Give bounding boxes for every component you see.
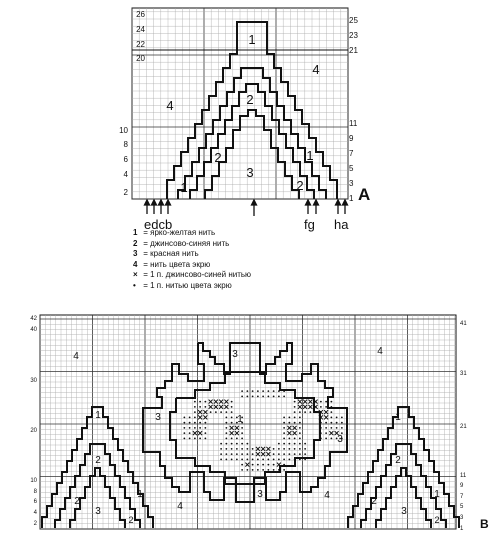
- dot-stitch-mark: [325, 432, 327, 434]
- dot-stitch-mark: [189, 437, 191, 439]
- dot-stitch-mark: [304, 458, 306, 460]
- dot-stitch-mark: [231, 422, 233, 424]
- dot-stitch-mark: [288, 448, 290, 450]
- dot-stitch-mark: [267, 395, 269, 397]
- dot-stitch-mark: [299, 416, 301, 418]
- dot-stitch-mark: [262, 395, 264, 397]
- legend-key: •: [133, 280, 136, 290]
- chart-b-zone-label-small: 2: [434, 515, 440, 525]
- dot-stitch-mark: [257, 469, 259, 471]
- chart-a-zone-label: 1: [248, 32, 256, 47]
- chart-b-zone-label: 4: [324, 490, 330, 501]
- dot-stitch-mark: [262, 469, 264, 471]
- dot-stitch-mark: [194, 406, 196, 408]
- chart-b-zone-label: 4: [177, 501, 183, 512]
- chart-a-arrows: [145, 200, 348, 216]
- dot-stitch-mark: [294, 401, 296, 403]
- dot-stitch-mark: [241, 464, 243, 466]
- chart-a-row-num: 11: [349, 119, 358, 128]
- dot-stitch-mark: [246, 458, 248, 460]
- dot-stitch-mark: [299, 432, 301, 434]
- dot-stitch-mark: [204, 406, 206, 408]
- chart-b-row-num: 1: [460, 526, 464, 532]
- dot-stitch-mark: [320, 401, 322, 403]
- dot-stitch-mark: [304, 448, 306, 450]
- dot-stitch-mark: [336, 427, 338, 429]
- dot-stitch-mark: [267, 390, 269, 392]
- dot-stitch-mark: [189, 432, 191, 434]
- dot-stitch-mark: [257, 464, 259, 466]
- dot-stitch-mark: [241, 427, 243, 429]
- chart-b-zone-label: 3: [401, 506, 407, 517]
- legend-text: = красная нить: [143, 249, 199, 258]
- dot-stitch-mark: [194, 401, 196, 403]
- dot-stitch-mark: [199, 401, 201, 403]
- chart-b-zone-label: 4: [377, 346, 383, 357]
- chart-a-row-num: 8: [123, 140, 128, 149]
- arrow-up-icon: [159, 200, 164, 205]
- legend-text: = 1 п. нитью цвета экрю: [143, 280, 232, 290]
- dot-stitch-mark: [194, 411, 196, 413]
- dot-stitch-mark: [283, 443, 285, 445]
- chart-a-zone-label: 2: [296, 178, 304, 193]
- dot-stitch-mark: [278, 443, 280, 445]
- chart-a-row-num: 23: [349, 31, 358, 40]
- chart-a-row-num: 22: [136, 40, 145, 49]
- dot-stitch-mark: [283, 427, 285, 429]
- dot-stitch-mark: [325, 422, 327, 424]
- chart-a-zone-label: 2: [246, 92, 254, 107]
- dot-stitch-mark: [315, 411, 317, 413]
- dot-stitch-mark: [236, 437, 238, 439]
- arrow-up-icon: [152, 200, 157, 205]
- dot-stitch-mark: [220, 411, 222, 413]
- dot-stitch-mark: [257, 395, 259, 397]
- dot-stitch-mark: [246, 390, 248, 392]
- chart-b-label: B: [480, 517, 489, 531]
- dot-stitch-mark: [330, 416, 332, 418]
- dot-stitch-mark: [283, 432, 285, 434]
- dot-stitch-mark: [294, 411, 296, 413]
- chart-a-row-num: 25: [349, 16, 358, 25]
- legend-key: 3: [133, 249, 138, 258]
- chart-b-zone-label: 3: [155, 412, 161, 423]
- chart-b-row-num: 3: [460, 515, 464, 521]
- chart-b-row-num: 8: [33, 489, 37, 495]
- chart-b-row-num: 6: [33, 499, 37, 505]
- chart-a-row-num: 9: [349, 134, 354, 143]
- dot-stitch-mark: [225, 458, 227, 460]
- dot-stitch-mark: [262, 390, 264, 392]
- dot-stitch-mark: [304, 443, 306, 445]
- chart-a-zone-label: 3: [246, 165, 254, 180]
- dot-stitch-mark: [257, 458, 259, 460]
- dot-stitch-mark: [273, 464, 275, 466]
- chart-b-zone-label: 3: [95, 506, 101, 517]
- dot-stitch-mark: [204, 401, 206, 403]
- dot-stitch-mark: [246, 395, 248, 397]
- chart-b-row-num: 21: [460, 424, 467, 430]
- dot-stitch-mark: [288, 422, 290, 424]
- dot-stitch-mark: [283, 469, 285, 471]
- dot-stitch-mark: [288, 437, 290, 439]
- dot-stitch-mark: [241, 458, 243, 460]
- dot-stitch-mark: [225, 448, 227, 450]
- dot-stitch-mark: [231, 453, 233, 455]
- dot-stitch-mark: [283, 395, 285, 397]
- chart-a-row-num: 6: [123, 155, 128, 164]
- chart-b-row-num: 2: [33, 521, 37, 527]
- chart-b-row-num: 42: [30, 316, 37, 322]
- chart-b-row-num: 40: [30, 327, 37, 333]
- dot-stitch-mark: [231, 448, 233, 450]
- dot-stitch-mark: [231, 411, 233, 413]
- dot-stitch-mark: [299, 448, 301, 450]
- dot-stitch-mark: [299, 458, 301, 460]
- dot-stitch-mark: [299, 443, 301, 445]
- dot-stitch-mark: [299, 427, 301, 429]
- dot-stitch-mark: [189, 422, 191, 424]
- dot-stitch-mark: [320, 432, 322, 434]
- dot-stitch-mark: [252, 458, 254, 460]
- dot-stitch-mark: [294, 437, 296, 439]
- dot-stitch-mark: [225, 422, 227, 424]
- chart-b-zone-label: 2: [74, 496, 80, 507]
- dot-stitch-mark: [278, 448, 280, 450]
- dot-stitch-mark: [225, 416, 227, 418]
- dot-stitch-mark: [252, 395, 254, 397]
- dot-stitch-mark: [241, 469, 243, 471]
- chart-a-row-num: 1: [349, 194, 354, 203]
- arrow-up-icon: [166, 200, 171, 205]
- dot-stitch-mark: [273, 448, 275, 450]
- legend-row: [133, 260, 493, 271]
- chart-a-row-num: 3: [349, 179, 354, 188]
- dot-stitch-mark: [236, 453, 238, 455]
- arrow-up-icon: [145, 200, 150, 205]
- chart-a-zone-label: 4: [312, 62, 320, 77]
- arrow-up-icon: [306, 200, 311, 205]
- dot-stitch-mark: [320, 427, 322, 429]
- dot-stitch-mark: [194, 416, 196, 418]
- chart-a-letters-right: ha: [334, 217, 349, 232]
- dot-stitch-mark: [194, 437, 196, 439]
- dot-stitch-mark: [246, 448, 248, 450]
- chart-a-row-num: 21: [349, 46, 358, 55]
- chart-a-row-num: 2: [123, 188, 128, 197]
- dot-stitch-mark: [225, 432, 227, 434]
- dot-stitch-mark: [325, 406, 327, 408]
- dot-stitch-mark: [330, 427, 332, 429]
- dot-stitch-mark: [330, 411, 332, 413]
- dot-stitch-mark: [199, 406, 201, 408]
- dot-stitch-mark: [283, 453, 285, 455]
- dot-stitch-mark: [273, 395, 275, 397]
- dot-stitch-mark: [225, 453, 227, 455]
- dot-stitch-mark: [288, 416, 290, 418]
- chart-b-row-num: 20: [30, 428, 37, 434]
- dot-stitch-mark: [278, 390, 280, 392]
- dot-stitch-mark: [241, 453, 243, 455]
- dot-stitch-mark: [204, 422, 206, 424]
- dot-stitch-mark: [262, 458, 264, 460]
- dot-stitch-mark: [267, 469, 269, 471]
- dot-stitch-mark: [252, 390, 254, 392]
- dot-stitch-mark: [231, 406, 233, 408]
- dot-stitch-mark: [330, 422, 332, 424]
- arrow-up-icon: [314, 200, 319, 205]
- arrow-up-icon: [252, 200, 257, 205]
- dot-stitch-mark: [336, 422, 338, 424]
- dot-stitch-mark: [267, 458, 269, 460]
- chart-b-zone-label: 3: [337, 434, 343, 445]
- chart-b-row-num: 5: [460, 504, 464, 510]
- dot-stitch-mark: [304, 453, 306, 455]
- dot-stitch-mark: [225, 411, 227, 413]
- dot-stitch-mark: [199, 427, 201, 429]
- dot-stitch-mark: [283, 437, 285, 439]
- dot-stitch-mark: [183, 427, 185, 429]
- legend-text: = нить цвета экрю: [143, 259, 211, 269]
- dot-stitch-mark: [299, 437, 301, 439]
- dot-stitch-mark: [283, 448, 285, 450]
- legend-text: = джинсово-синяя нить: [143, 238, 230, 248]
- chart-a-row-num: 20: [136, 54, 145, 63]
- dot-stitch-mark: [283, 458, 285, 460]
- dot-stitch-mark: [294, 458, 296, 460]
- dot-stitch-mark: [288, 453, 290, 455]
- dot-stitch-mark: [252, 464, 254, 466]
- dot-stitch-mark: [241, 448, 243, 450]
- dot-stitch-mark: [204, 432, 206, 434]
- dot-stitch-mark: [204, 437, 206, 439]
- dot-stitch-mark: [231, 401, 233, 403]
- chart-b-zone-label: 1: [434, 489, 440, 500]
- dot-stitch-mark: [220, 443, 222, 445]
- dot-stitch-mark: [231, 416, 233, 418]
- dot-stitch-mark: [341, 416, 343, 418]
- legend-key: 4: [133, 259, 138, 269]
- chart-b-row-num: 41: [460, 321, 467, 327]
- chart-b-row-num: 31: [460, 371, 467, 377]
- dot-stitch-mark: [294, 422, 296, 424]
- dot-stitch-mark: [336, 416, 338, 418]
- dot-stitch-mark: [320, 406, 322, 408]
- legend-text: = ярко-желтая нить: [143, 228, 216, 237]
- chart-b-row-num: 7: [460, 494, 464, 500]
- chart-b-zone-label: 3: [232, 349, 238, 360]
- chart-b-zone-label: 1: [95, 410, 101, 421]
- dot-stitch-mark: [231, 458, 233, 460]
- dot-stitch-mark: [283, 416, 285, 418]
- dot-stitch-mark: [304, 411, 306, 413]
- chart-a-letters-mid: fg: [304, 217, 315, 232]
- dot-stitch-mark: [220, 453, 222, 455]
- chart-a-zone-label: 1: [306, 148, 314, 163]
- dot-stitch-mark: [189, 416, 191, 418]
- dot-stitch-mark: [225, 443, 227, 445]
- dot-stitch-mark: [341, 422, 343, 424]
- dot-stitch-mark: [294, 406, 296, 408]
- dot-stitch-mark: [288, 458, 290, 460]
- dot-stitch-mark: [325, 401, 327, 403]
- chart-b-zone-label: 1: [395, 412, 401, 423]
- chart-b-zone-label: 1: [137, 489, 143, 500]
- dot-stitch-mark: [294, 443, 296, 445]
- dot-stitch-mark: [183, 416, 185, 418]
- dot-stitch-mark: [294, 453, 296, 455]
- dot-stitch-mark: [241, 395, 243, 397]
- chart-a-row-num: 10: [119, 126, 128, 135]
- chart-b-zone-label: 2: [95, 455, 101, 466]
- chart-a-row-num: 24: [136, 25, 145, 34]
- dot-stitch-mark: [183, 422, 185, 424]
- dot-stitch-mark: [267, 464, 269, 466]
- dot-stitch-mark: [246, 443, 248, 445]
- dot-stitch-mark: [273, 390, 275, 392]
- chart-a-letters-left: edcb: [144, 217, 173, 232]
- legend-key: ×: [133, 270, 138, 279]
- dot-stitch-mark: [231, 443, 233, 445]
- dot-stitch-mark: [278, 458, 280, 460]
- dot-stitch-mark: [236, 448, 238, 450]
- dot-stitch-mark: [283, 390, 285, 392]
- dot-stitch-mark: [236, 443, 238, 445]
- chart-a-zone-label: 2: [214, 150, 222, 165]
- chart-b-zone-label: 2: [395, 455, 401, 466]
- dot-stitch-mark: [325, 437, 327, 439]
- chart-a-zone-label: 4: [166, 98, 174, 113]
- chart-b-row-num: 10: [30, 478, 37, 484]
- legend-key: 1: [133, 228, 138, 237]
- chart-b-zone-label: 2: [371, 496, 377, 507]
- dot-stitch-mark: [299, 422, 301, 424]
- chart-b-row-num: 30: [30, 378, 37, 384]
- dot-stitch-mark: [241, 432, 243, 434]
- dot-stitch-mark: [278, 469, 280, 471]
- dot-stitch-mark: [320, 422, 322, 424]
- dot-stitch-mark: [262, 464, 264, 466]
- arrow-up-icon: [343, 200, 348, 205]
- chart-a-row-num: 26: [136, 10, 145, 19]
- dot-stitch-mark: [320, 437, 322, 439]
- chart-b-zone-label-small: 2: [128, 515, 134, 525]
- dot-stitch-mark: [283, 464, 285, 466]
- dot-stitch-mark: [257, 390, 259, 392]
- chart-b-zone-label: 3: [257, 489, 263, 500]
- dot-stitch-mark: [252, 453, 254, 455]
- dot-stitch-mark: [309, 411, 311, 413]
- dot-stitch-mark: [194, 422, 196, 424]
- dot-stitch-mark: [299, 411, 301, 413]
- legend-row: [133, 281, 493, 292]
- dot-stitch-mark: [273, 469, 275, 471]
- chart-b-zone-label: 1: [237, 414, 243, 425]
- dot-stitch-mark: [283, 422, 285, 424]
- dot-stitch-mark: [278, 453, 280, 455]
- chart-b-row-num: 4: [33, 510, 37, 516]
- dot-stitch-mark: [215, 411, 217, 413]
- dot-stitch-mark: [330, 401, 332, 403]
- dot-stitch-mark: [210, 411, 212, 413]
- chart-b-row-num: 11: [460, 473, 467, 479]
- dot-stitch-mark: [273, 453, 275, 455]
- dot-stitch-mark: [288, 443, 290, 445]
- dot-stitch-mark: [241, 443, 243, 445]
- dot-stitch-mark: [330, 406, 332, 408]
- dot-stitch-mark: [199, 422, 201, 424]
- dot-stitch-mark: [325, 427, 327, 429]
- dot-stitch-mark: [194, 427, 196, 429]
- dot-stitch-mark: [278, 395, 280, 397]
- chart-b-row-num: 9: [460, 483, 464, 489]
- dot-stitch-mark: [220, 458, 222, 460]
- legend-row: [133, 249, 493, 260]
- dot-stitch-mark: [246, 453, 248, 455]
- legend-row: [133, 239, 493, 250]
- dot-stitch-mark: [299, 453, 301, 455]
- dot-stitch-mark: [204, 427, 206, 429]
- dot-stitch-mark: [241, 390, 243, 392]
- dot-stitch-mark: [231, 437, 233, 439]
- dot-stitch-mark: [183, 437, 185, 439]
- dot-stitch-mark: [273, 458, 275, 460]
- dot-stitch-mark: [252, 448, 254, 450]
- dot-stitch-mark: [330, 437, 332, 439]
- dot-stitch-mark: [189, 427, 191, 429]
- dot-stitch-mark: [236, 458, 238, 460]
- dot-stitch-mark: [294, 416, 296, 418]
- dot-stitch-mark: [246, 469, 248, 471]
- dot-stitch-mark: [225, 437, 227, 439]
- dot-stitch-mark: [341, 427, 343, 429]
- chart-a-label: A: [358, 185, 371, 204]
- dot-stitch-mark: [241, 437, 243, 439]
- chart-a-row-num: 4: [123, 170, 128, 179]
- legend-row: [133, 270, 493, 281]
- dot-stitch-mark: [183, 432, 185, 434]
- legend: [133, 228, 493, 291]
- legend-text: = 1 п. джинсово-синей нитью: [143, 270, 252, 279]
- dot-stitch-mark: [252, 469, 254, 471]
- dot-stitch-mark: [225, 427, 227, 429]
- chart-a-zone-label: 1: [180, 180, 188, 195]
- arrow-up-icon: [336, 200, 341, 205]
- chart-a-row-num: 7: [349, 149, 354, 158]
- dot-stitch-mark: [294, 448, 296, 450]
- dot-stitch-mark: [220, 448, 222, 450]
- legend-key: 2: [133, 238, 138, 248]
- chart-b-zone-label: 4: [73, 351, 79, 362]
- legend-row: [133, 228, 493, 239]
- dot-stitch-mark: [199, 437, 201, 439]
- chart-a-row-num: 5: [349, 164, 354, 173]
